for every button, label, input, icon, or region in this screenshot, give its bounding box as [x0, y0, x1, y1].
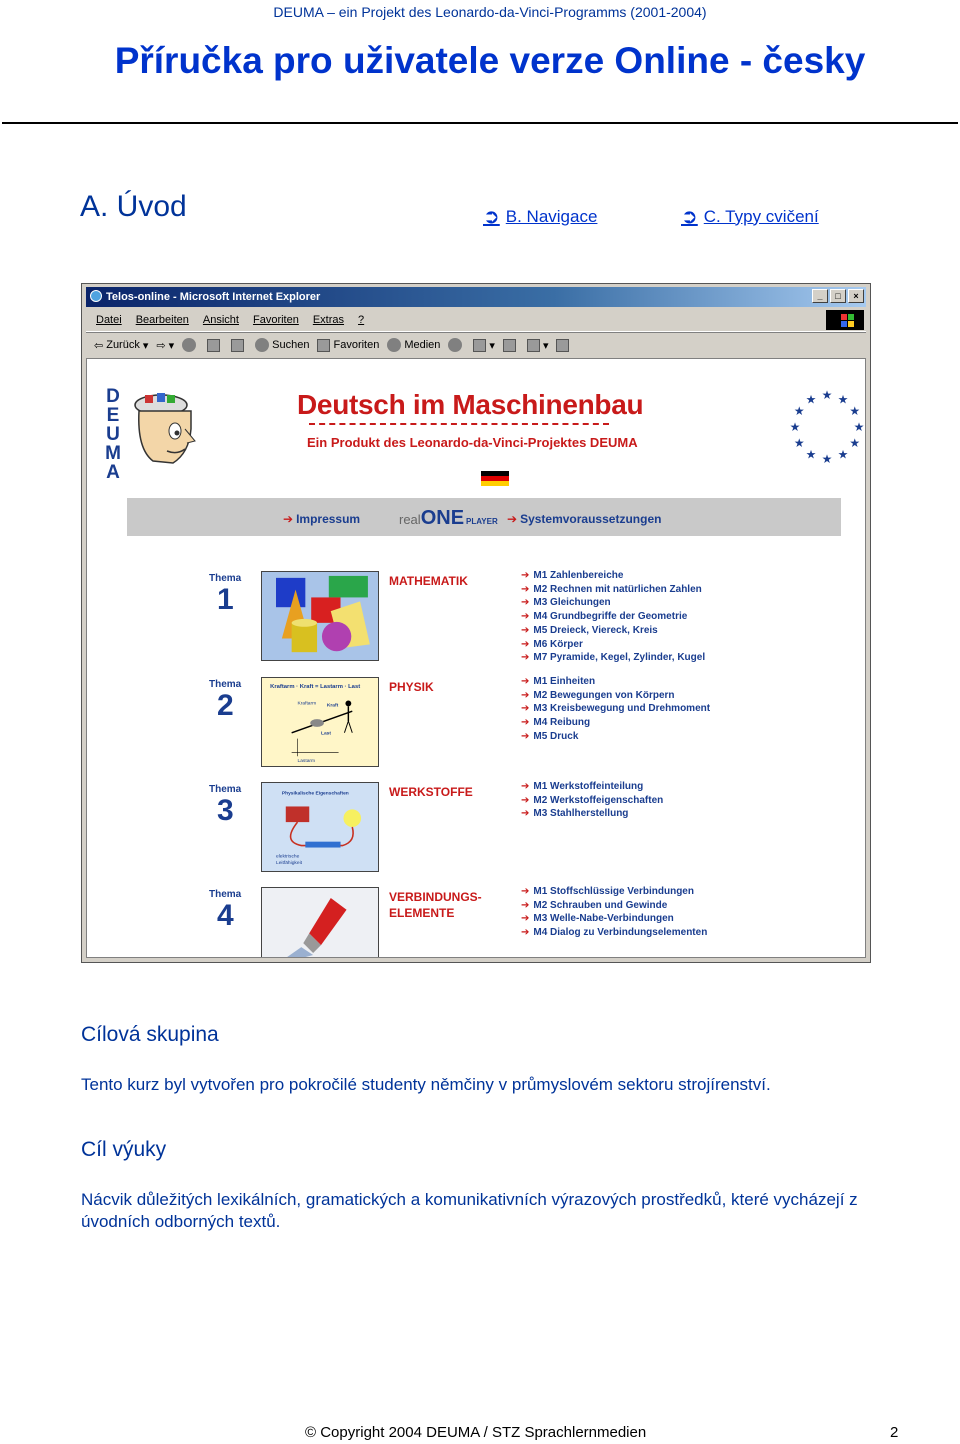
browser-toolbar [86, 332, 866, 357]
subject-mathematik[interactable]: MATHEMATIK [389, 574, 468, 588]
module-link[interactable]: ➔ M1 Einheiten [521, 676, 596, 687]
eu-star-icon: ★ [837, 447, 849, 462]
module-link[interactable]: ➔ M1 Zahlenbereiche [521, 570, 624, 581]
browser-screenshot [81, 283, 871, 963]
eu-star-icon: ★ [805, 392, 817, 407]
module-link[interactable]: ➔ M5 Druck [521, 730, 579, 742]
heading-target-group: Cílová skupina [81, 1023, 219, 1046]
module-link[interactable]: ➔ M2 Werkstoffeigenschaften [521, 794, 664, 806]
mail-icon[interactable]: ▾ [473, 339, 495, 352]
back-button[interactable]: ⇦ Zurück ▾ [94, 339, 149, 352]
circuit-label-bottom-1: elektrische [276, 854, 300, 860]
nav-link-typy-cviceni[interactable] [681, 204, 819, 229]
target-group-text: Tento kurz byl vytvořen pro pokročilé studenty němčiny v průmyslovém sektoru strojírenství. [81, 1075, 771, 1094]
site-title: Deutsch im Maschinenbau [297, 389, 644, 420]
module-link[interactable]: ➔ M3 Welle-Nabe-Verbindungen [521, 913, 674, 925]
refresh-icon[interactable] [207, 339, 223, 352]
eu-star-icon: ★ [793, 436, 805, 450]
menu-bearbeiten[interactable]: Bearbeiten [135, 314, 189, 326]
home-icon[interactable] [231, 339, 247, 352]
module-link[interactable]: ➔ M4 Grundbegriffe der Geometrie [521, 611, 688, 623]
favorites-button[interactable]: Favoriten [317, 339, 379, 352]
lever-label-kraftarm: Kraftarm [297, 701, 317, 707]
running-header: DEUMA – ein Projekt des Leonardo-da-Vinci-Programms (2001-2004) [273, 4, 707, 20]
heading-learning-goal: Cíl výuky [81, 1138, 167, 1161]
thema-label: Thema [209, 784, 242, 795]
circuit-label-top: Physikalische Eigenschaften [281, 791, 349, 797]
subject-verbindungselemente[interactable]: VERBINDUNGS- ELEMENTE [389, 890, 482, 920]
eu-stars-icon [787, 387, 866, 467]
eu-star-icon: ★ [849, 404, 861, 418]
header-divider [2, 122, 958, 124]
thema-label: Thema [209, 573, 242, 584]
window-titlebar [86, 287, 866, 307]
systemvoraussetzungen-link[interactable]: ➔ Systemvoraussetzungen [507, 512, 662, 526]
subject-werkstoffe[interactable]: WERKSTOFFE [389, 785, 473, 799]
circuit-label-bottom-2: Leitfähigkeit [276, 861, 303, 867]
module-list [521, 675, 710, 744]
media-button[interactable]: Medien [387, 338, 440, 352]
eu-star-icon: ★ [853, 420, 865, 434]
thema-label: Thema [209, 679, 242, 690]
footer-copyright: © Copyright 2004 DEUMA / STZ Sprachlernmedien [305, 1424, 647, 1441]
theme-4-glue-image[interactable] [261, 887, 379, 958]
module-link[interactable]: ➔ M1 Stoffschlüssige Verbindungen [521, 886, 694, 897]
module-link[interactable]: ➔ M3 Stahlherstellung [521, 808, 629, 820]
module-link[interactable]: ➔ M2 Bewegungen von Körpern [521, 689, 675, 701]
window-title: Telos-online - Microsoft Internet Explorer [106, 291, 321, 303]
lever-label-kraft: Kraft [326, 703, 339, 709]
module-list [521, 569, 705, 665]
edit-icon[interactable]: ▾ [527, 339, 549, 352]
module-link[interactable]: ➔ M3 Kreisbewegung und Drehmoment [521, 703, 711, 715]
module-link[interactable]: ➔ M1 Werkstoffeinteilung [521, 781, 644, 792]
thema-number: 2 [217, 689, 234, 722]
eu-star-icon: ★ [837, 392, 849, 407]
windows-logo-icon [826, 310, 864, 330]
realone-player-logo[interactable]: realONE PLAYER [399, 507, 498, 529]
site-subtitle: Ein Produkt des Leonardo-da-Vinci-Projektes DEUMA [307, 435, 638, 450]
page-number: 2 [890, 1424, 899, 1441]
theme-3-circuit-image[interactable] [261, 782, 379, 872]
history-icon[interactable] [448, 338, 465, 352]
module-link[interactable]: ➔ M2 Rechnen mit natürlichen Zahlen [521, 583, 702, 595]
section-heading: A. Úvod [80, 190, 187, 223]
head-mascot-icon [133, 389, 203, 479]
module-link[interactable]: ➔ M4 Dialog zu Verbindungselementen [521, 927, 708, 939]
theme-2-lever-image[interactable] [261, 677, 379, 767]
module-link[interactable]: ➔ M3 Gleichungen [521, 597, 611, 609]
search-button[interactable]: Suchen [255, 338, 309, 352]
menu-bar [86, 309, 866, 332]
maximize-button[interactable]: □ [830, 289, 846, 303]
impressum-link[interactable]: ➔ Impressum [283, 512, 361, 526]
nav-link-label: B. Navigace [505, 206, 598, 226]
subject-physik[interactable]: PHYSIK [389, 680, 434, 694]
thema-number: 4 [217, 899, 234, 932]
menu-help[interactable]: ? [358, 314, 365, 326]
deuma-logo: D E U M A [105, 386, 121, 483]
eu-star-icon: ★ [821, 452, 833, 466]
close-button[interactable]: × [848, 289, 864, 303]
module-link[interactable]: ➔ M6 Körper [521, 638, 583, 650]
module-link[interactable]: ➔ M4 Reibung [521, 717, 591, 729]
module-link[interactable]: ➔ M5 Dreieck, Viereck, Kreis [521, 624, 658, 636]
discuss-icon[interactable] [556, 339, 572, 352]
thema-number: 1 [217, 583, 234, 616]
thema-number: 3 [217, 794, 234, 827]
eu-star-icon: ★ [849, 436, 861, 450]
lever-label-lastarm: Lastarm [297, 759, 316, 765]
menu-ansicht[interactable]: Ansicht [202, 314, 239, 326]
learning-goal-text: Nácvik důležitých lexikálních, gramatických a komunikativních výrazových prostředků, které vycházejí z úvodních odborných textů. [81, 1190, 858, 1231]
forward-button[interactable]: ⇨ ▾ [156, 339, 175, 352]
nav-link-label: C. Typy cvičení [703, 206, 819, 226]
title-underline [309, 423, 609, 425]
menu-datei[interactable]: Datei [96, 314, 122, 326]
eu-star-icon: ★ [793, 404, 805, 418]
arrow-right-icon: ➲ [681, 206, 698, 228]
german-flag-icon [481, 471, 509, 486]
stop-icon[interactable] [182, 338, 199, 352]
minimize-button[interactable]: _ [812, 289, 828, 303]
theme-1-shapes-image[interactable] [261, 571, 379, 661]
module-list [521, 885, 707, 940]
lever-label-last: Last [320, 731, 332, 737]
menu-extras[interactable]: Extras [312, 314, 345, 326]
ie-logo-icon [90, 290, 102, 302]
module-link[interactable]: ➔ M7 Pyramide, Kegel, Zylinder, Kugel [521, 652, 706, 664]
module-link[interactable]: ➔ M2 Schrauben und Gewinde [521, 899, 668, 911]
thema-label: Thema [209, 889, 242, 900]
browser-viewport [86, 358, 866, 958]
print-icon[interactable] [503, 339, 519, 352]
nav-link-navigace[interactable] [483, 204, 597, 229]
lever-formula: Kraftarm · Kraft = Lastarm · Last [270, 683, 361, 690]
eu-star-icon: ★ [821, 388, 833, 402]
menu-favoriten[interactable]: Favoriten [252, 314, 299, 326]
arrow-right-icon: ➲ [483, 206, 500, 228]
module-list [521, 780, 663, 821]
eu-star-icon: ★ [789, 420, 801, 434]
document-title: Příručka pro uživatele verze Online - česky [114, 40, 866, 81]
eu-star-icon: ★ [805, 447, 817, 462]
